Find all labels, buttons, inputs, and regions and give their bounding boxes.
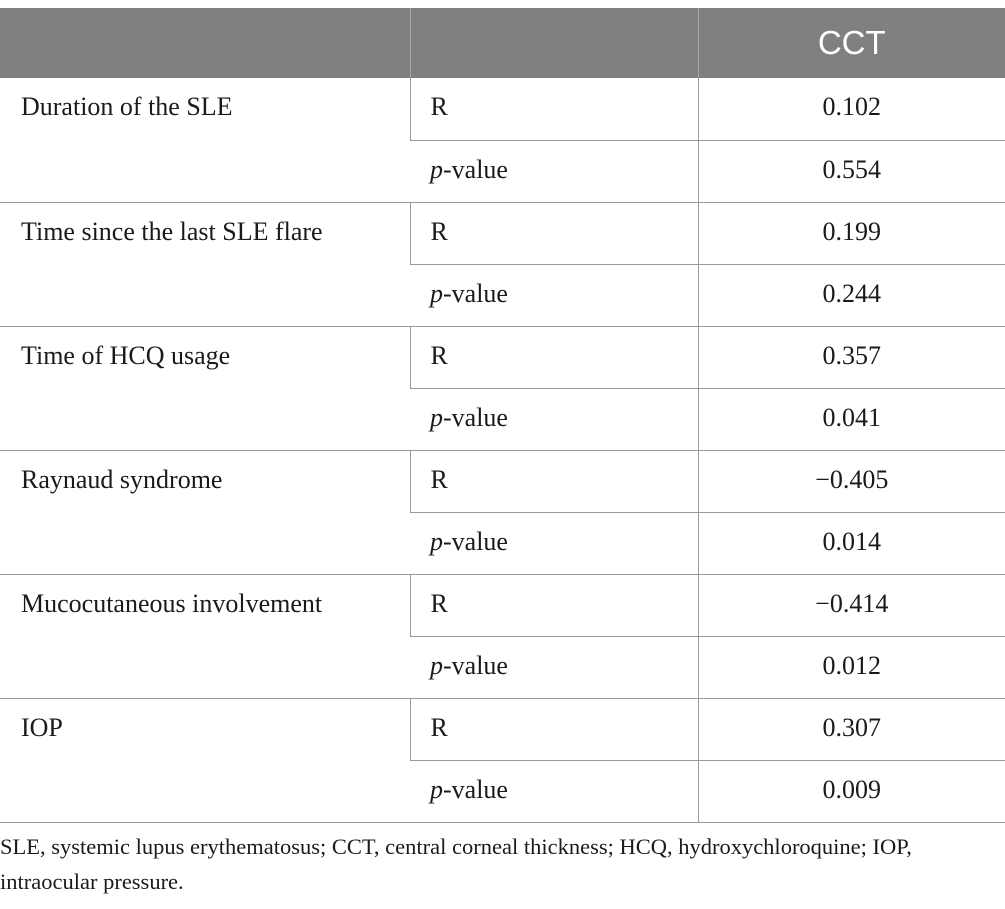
- p-italic: p: [430, 526, 443, 556]
- r-value: −0.405: [698, 450, 1005, 512]
- header-cct: CCT: [698, 8, 1005, 78]
- p-italic: p: [430, 278, 443, 308]
- table-row: [0, 574, 1005, 636]
- p-label: [410, 264, 698, 326]
- p-label: [410, 140, 698, 202]
- table-header-row: [0, 8, 1005, 78]
- p-rest: -value: [443, 402, 508, 432]
- r-label: R: [410, 202, 698, 264]
- p-value: 0.041: [698, 388, 1005, 450]
- p-rest: -value: [443, 526, 508, 556]
- table-footnote: SLE, systemic lupus erythematosus; CCT, central corneal thickness; HCQ, hydroxychloroquine; IOP, intraocular pressure.: [0, 834, 912, 894]
- r-label: R: [410, 78, 698, 140]
- variable-cell: Mucocutaneous involvement: [0, 574, 410, 698]
- correlation-table: [0, 8, 1005, 823]
- header-statistic: [410, 8, 698, 78]
- table-row: [0, 450, 1005, 512]
- p-value: 0.554: [698, 140, 1005, 202]
- header-variable: [0, 8, 410, 78]
- p-rest: -value: [443, 154, 508, 184]
- table-row: [0, 326, 1005, 388]
- p-label: [410, 760, 698, 822]
- r-value: 0.102: [698, 78, 1005, 140]
- table-row: [0, 202, 1005, 264]
- p-italic: p: [430, 402, 443, 432]
- p-rest: -value: [443, 650, 508, 680]
- variable-cell: Raynaud syndrome: [0, 450, 410, 574]
- table-row: [0, 78, 1005, 140]
- p-value: 0.012: [698, 636, 1005, 698]
- p-value: 0.009: [698, 760, 1005, 822]
- variable-cell: IOP: [0, 698, 410, 822]
- p-value: 0.014: [698, 512, 1005, 574]
- p-rest: -value: [443, 774, 508, 804]
- variable-cell: Time since the last SLE flare: [0, 202, 410, 326]
- table-row: [0, 698, 1005, 760]
- variable-cell: Duration of the SLE: [0, 78, 410, 202]
- p-value: 0.244: [698, 264, 1005, 326]
- r-label: R: [410, 450, 698, 512]
- p-italic: p: [430, 154, 443, 184]
- r-value: 0.307: [698, 698, 1005, 760]
- p-italic: p: [430, 650, 443, 680]
- p-label: [410, 512, 698, 574]
- r-label: R: [410, 326, 698, 388]
- r-label: R: [410, 574, 698, 636]
- r-value: −0.414: [698, 574, 1005, 636]
- p-label: [410, 388, 698, 450]
- r-value: 0.357: [698, 326, 1005, 388]
- p-label: [410, 636, 698, 698]
- r-label: R: [410, 698, 698, 760]
- variable-cell: Time of HCQ usage: [0, 326, 410, 450]
- r-value: 0.199: [698, 202, 1005, 264]
- p-italic: p: [430, 774, 443, 804]
- p-rest: -value: [443, 278, 508, 308]
